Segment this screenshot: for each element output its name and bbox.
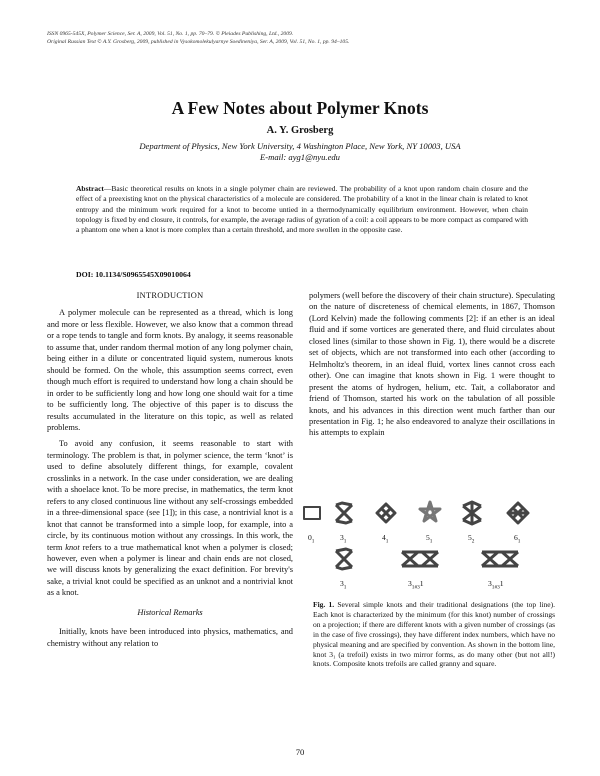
knot-label-0-1: $0_1$: [308, 533, 315, 545]
doi: DOI: 10.1134/S0965545X09010064: [76, 270, 191, 279]
knot-label-5-1: $5_1$: [426, 533, 433, 545]
paper-title: A Few Notes about Polymer Knots: [171, 98, 429, 118]
knot-0-1-icon: [304, 507, 320, 519]
paper-author: A. Y. Grosberg: [266, 125, 334, 136]
knot-label-6-1: $6_1$: [514, 533, 521, 545]
author-email: E-mail: ayg1@nyu.edu: [260, 152, 340, 162]
knot-label-granny: $3_{1\#3}1$: [408, 579, 424, 591]
figure-caption-text: Several simple knots and their traditional designations (the top line). Each knot is characterized by the minimum (for this knot) number of crossings on a projection; if there are different knots with a given number of crossings (as in the case of five crossings), they have different index numbers, which have no physical meaning and are specified by convention. As shown in the bottom line, knot 3₁ (a trefoil) exists in two mirror forms, as do many other (but not all!) knots. Composite knots trefoils are called granny and square.: [313, 600, 555, 669]
figure-caption: [313, 600, 555, 669]
journal-header: [47, 30, 567, 46]
subsection-title-historical: Historical Remarks: [137, 607, 203, 617]
knot-label-5-2: $5_2$: [468, 533, 475, 545]
abstract: [76, 184, 528, 235]
knot-label-4-1: $4_1$: [382, 533, 389, 545]
figure-caption-label: Fig. 1.: [313, 600, 335, 609]
abstract-text: —Basic theoretical results on knots in a single polymer chain are reviewed. The probability of a knot upon random chain closure and the effect of a preexisting knot on the physical characteristics of a molecule are considered. The probability of a knot in the linear chain is related to knot entropy and the minimum work required for a knot to become untied in a thermodynamically equilibrium environment. However, when chain topology is fixed by end closure, it controls, for example, the average radius of gyration of a coil: a coil appears to be more compact as compared with a phantom one when a knot is more complex than a certain threshold, and more swollen in the opposite case.: [76, 184, 528, 235]
knot-diagrams: [300, 497, 556, 597]
intro-paragraph-2: [47, 438, 293, 598]
knot-5-1-icon: [420, 502, 440, 521]
intro-paragraph-1: A polymer molecule can be represented as a thread, which is long and more or less flexible. However, we also know that a common thread or a rope tends to tangle and form knots. By analogy, it seems reasonable to assume that, under random thermal motion of any long polymer chain, being either in a dilute or concentrated liquid system, numerous knots should be formed. On the whole, this assumption seems correct, even though much effort is required to understand how long a chain should be in order to be sufficiently long and how long one should wait for a time to be sufficiently long. The objective of this paper is to discuss the results accumulated in the literature on this topic, as well as related problems.: [47, 308, 293, 432]
affiliation-text: Department of Physics, New York University, 4 Washington Place, New York, NY 10003, USA: [139, 141, 461, 151]
intro-paragraph-2b: refers to a true mathematical knot when a polymer is closed; however, even when a polymer is linear and chain ends are not closed, we will discuss knots by generalizing the exact definition. For brevity's sake, a trivial knot could be specified as an unknot and a nontrivial knot as a knot.: [47, 542, 293, 598]
knot-square-icon: [482, 552, 518, 566]
knot-label-3-1: $3_1$: [340, 533, 347, 545]
knot-label-3-1-mirror: $3_1$: [340, 579, 347, 591]
knot-5-2-icon: [463, 502, 481, 524]
section-title-introduction: INTRODUCTION: [136, 291, 204, 300]
knot-6-1-icon: [508, 503, 528, 523]
knot-4-1-icon: [377, 504, 395, 522]
intro-paragraph-2a: To avoid any confusion, it seems reasonable to start with terminology. The problem is that, in polymer science, the term ‘knot’ is used to define absolutely different things, for example, covalent crosslinks in a network. In the case under consideration, we are dealing with a shoelace knot. To be more precise, in mathematics, the term knot refers to any closed continuous line without any self-crossings embedded in a three-dimensional space (see [1]); in this case, a nontrivial knot is a knot that cannot be transformed into a simple loop, for example, into a circle, by its continuous motion without any crossings. In this work, the term: [47, 439, 293, 552]
abstract-label: Abstract: [76, 184, 104, 193]
author-affiliation: [0, 141, 600, 163]
historical-paragraph-1: Initially, knots have been introduced into physics, mathematics, and chemistry without any relation to: [47, 627, 293, 648]
right-paragraph-1: polymers (well before the discovery of their chain structure). Speculating on the nature of discreteness of chemical elements, in 1867, Thomson (Lord Kelvin) made the following comments [2]: if an ether is an ideal fluid and if some vortices are generated there, and fluid circulates about closed lines (similar to those shown in Fig. 1), there would be a discrete set of objects, which are not transformed into each other (according to Helmholtz's theorem, in an ideal fluid, vortex lines cannot cross each other). One can imagine that knots shown in Fig. 1 were thought to present the atoms of hydrogen, helium, etc. Tait, a collaborator and friend of Thomson, started his work on the tabulation of all possible knots, and his advances in this direction went much farther than our presentation in Fig. 1; he also endeavored to analyze their oscillations in his attempts to explain: [309, 291, 555, 438]
page-number: 70: [295, 747, 305, 757]
knot-3-1-mirror-icon: [336, 549, 352, 569]
knot-granny-icon: [402, 552, 438, 566]
knot-label-square: $3_{1\#3}1$: [488, 579, 504, 591]
figure-knots: [300, 497, 556, 597]
knot-3-1-icon: [336, 503, 352, 523]
journal-header-line1: ISSN 0965-545X, Polymer Science, Ser. A, 2009, Vol. 51, No. 1, pp. 70–79. © Pleiades Publishing, Ltd., 2009.: [47, 31, 294, 37]
journal-header-line2: Original Russian Text © A.Y. Grosberg, 2009, published in Vysokomolekulyarnye Soedineniya, Ser. A, 2009, Vol. 51, No. 1, pp. 94–105.: [47, 39, 350, 45]
left-column: [47, 290, 293, 649]
right-column: [309, 290, 555, 439]
term-knot: knot: [65, 542, 80, 552]
